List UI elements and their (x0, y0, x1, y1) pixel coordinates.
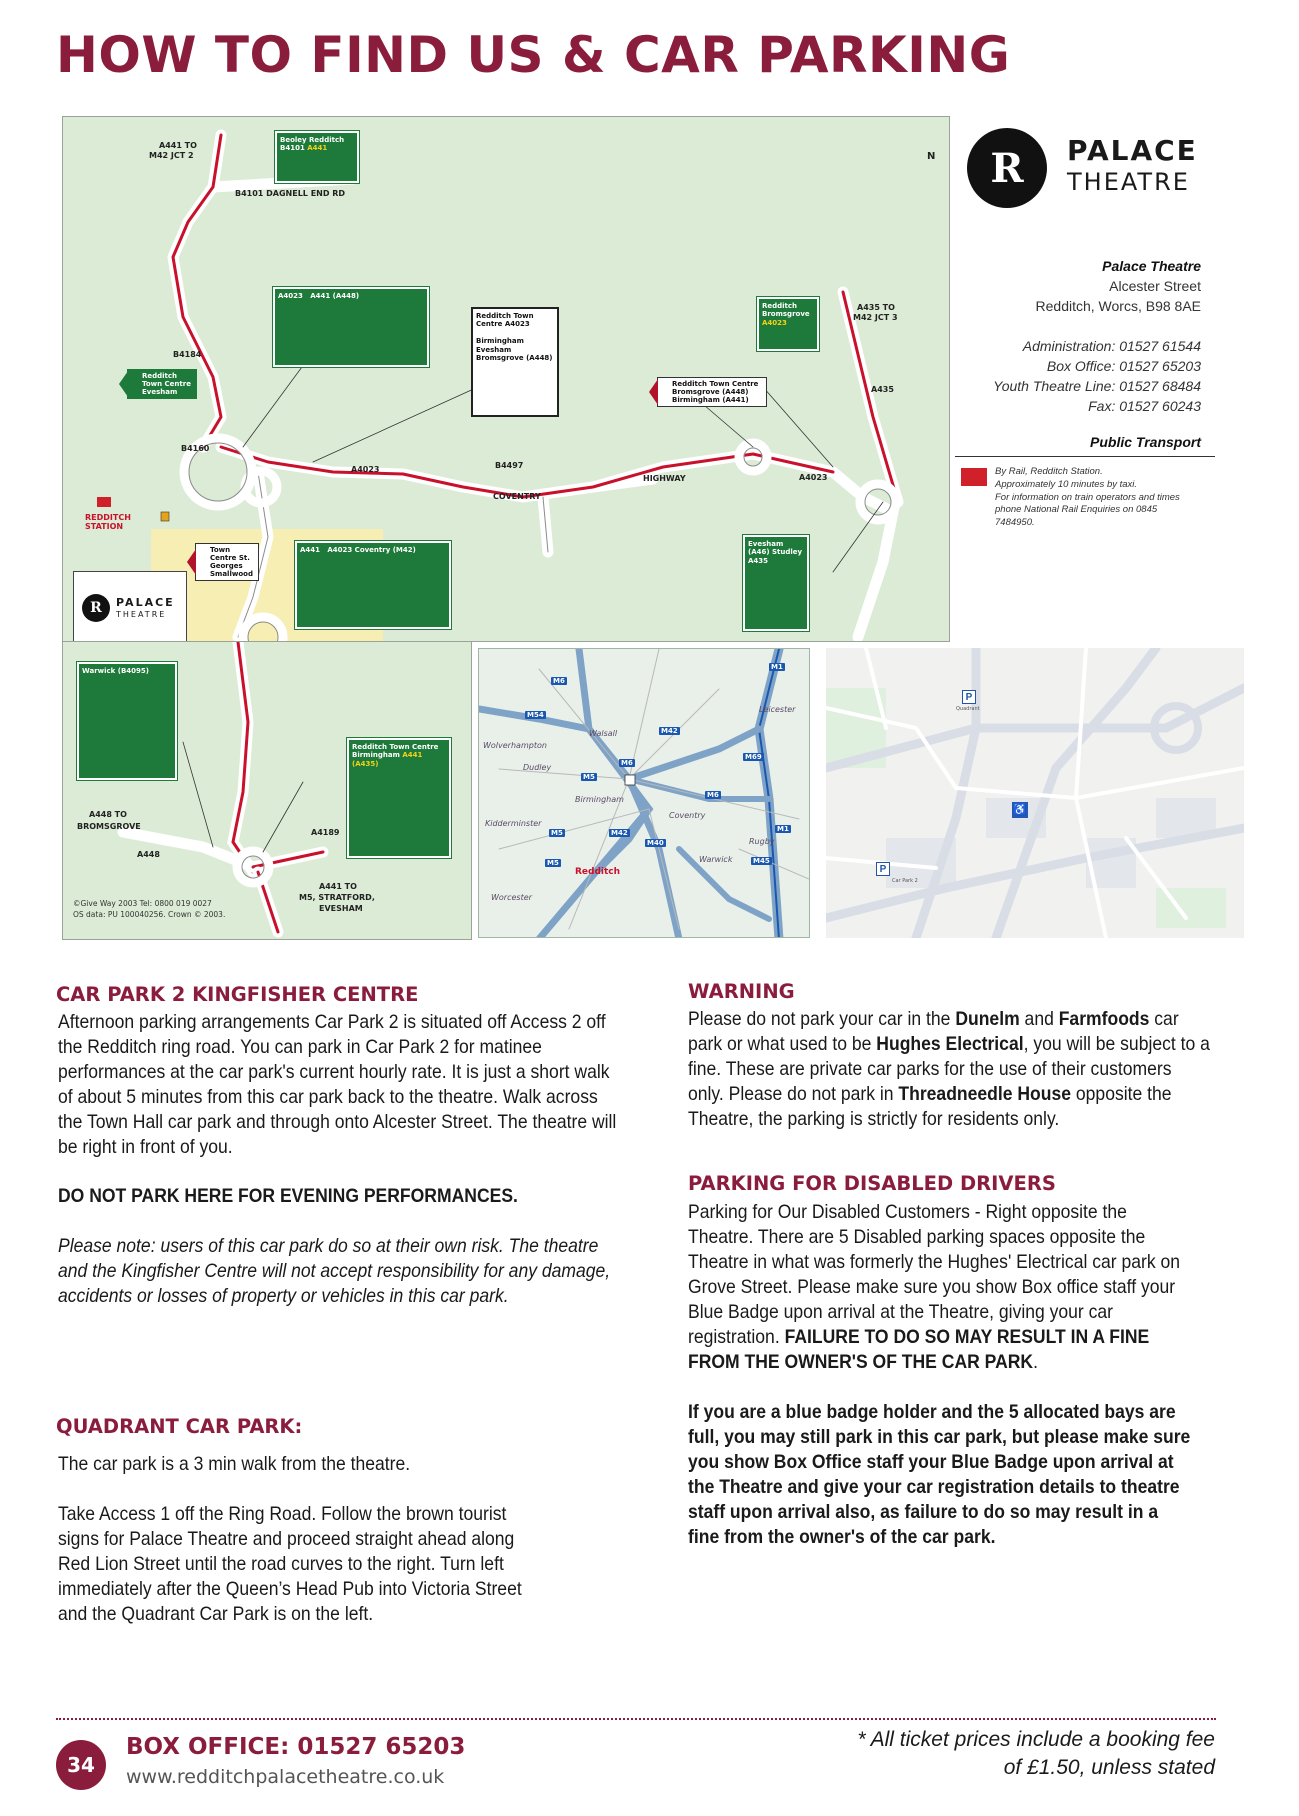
motorway-badge: M45 (753, 857, 770, 865)
palace-logo-box (73, 571, 187, 642)
contact-number: 01527 68484 (1119, 378, 1201, 394)
car-park-2-warning: DO NOT PARK HERE FOR EVENING PERFORMANCES. (58, 1185, 518, 1207)
direction-sign: Redditch Town Centre Evesham (127, 369, 197, 399)
motorway-badge: M5 (551, 829, 563, 837)
motorway-badge: M42 (661, 727, 678, 735)
town-label: Coventry (669, 811, 706, 820)
station-label: REDDITCH STATION (85, 513, 131, 531)
warning-text: , you will be subject to a fine. These are private car parks for the use of their customers only. Please do not park in (688, 1033, 1210, 1105)
road-label: B4160 (181, 444, 210, 453)
north-arrow: N (927, 151, 936, 162)
disabled-p2: If you are a blue badge holder and the 5 allocated bays are full, you may still park in this car park, but please make sure you show Box Office staff your Blue Badge upon arrival at the Theatre and give your car registration details to theatre staff upon arrival also, as failure to do so may result in a fine from the owner's of the car park. (688, 1401, 1191, 1548)
direction-sign: Redditch Town Centre Birmingham A441 (A435) (347, 738, 451, 858)
rail-info (995, 466, 1195, 530)
road-label: A4189 (311, 828, 340, 837)
contact-label: Youth Theatre Line: (993, 378, 1116, 394)
road-map (62, 116, 950, 642)
direction-sign: Warwick (B4095) (77, 662, 177, 780)
direction-sign: A441 A4023 Coventry (M42) (295, 541, 451, 629)
road-label: M42 JCT 3 (853, 313, 898, 322)
heading-car-park-2: CAR PARK 2 KINGFISHER CENTRE (56, 983, 419, 1006)
sign-text: B4101 (280, 144, 305, 153)
contact-fax (1088, 398, 1201, 414)
direction-sign: Redditch Bromsgrove A4023 (757, 297, 819, 351)
palace-logo-mark: R (82, 594, 110, 622)
note-line: * All ticket prices include a booking fee (857, 1728, 1215, 1751)
warning-bold: Farmfoods (1058, 1008, 1150, 1030)
road-label: B4497 (495, 461, 524, 470)
map-label-quadrant: Quadrant (956, 706, 980, 712)
direction-sign: Town Centre St. Georges Smallwood (195, 543, 259, 581)
town-label: Kidderminster (485, 819, 542, 828)
contact-label: Administration: (1022, 338, 1116, 354)
street-map (826, 648, 1244, 938)
road-label: A448 (137, 850, 160, 859)
disabled-parking-icon: ♿ (1013, 804, 1027, 816)
disabled-body (688, 1200, 1192, 1375)
motorway-badge: M6 (707, 791, 719, 799)
road-label: A4023 (351, 465, 380, 474)
palace-logo-mark-large: R (967, 128, 1047, 208)
direction-sign: Redditch Town Centre Bromsgrove (A448) Birmingham (A441) (657, 377, 767, 407)
motorway-badge: M1 (771, 663, 783, 671)
car-park-2-body: Afternoon parking arrangements Car Park 2 is situated off Access 2 off the Redditch ring road. You can park in Car Park 2 for matinee performances at the car park's current hourly rate. It is just a short walk of about 5 minutes from this car park back to the theatre. Walk across the Town Hall car park and through onto Alcester Street. The theatre will be right in front of you. (58, 1011, 617, 1158)
address-town: Redditch, Worcs, B98 8AE (1035, 298, 1201, 314)
direction-sign (275, 131, 359, 183)
road-label: BROMSGROVE (77, 822, 141, 831)
heading-disabled: PARKING FOR DISABLED DRIVERS (688, 1172, 1056, 1195)
car-park-2-note: Please note: users of this car park do so at their own risk. The theatre and the Kingfisher Centre will not accept responsibility for any damage, accidents or losses of property or vehicles in this car park. (58, 1235, 611, 1307)
town-label: Walsall (589, 729, 618, 738)
motorway-badge: M6 (553, 677, 565, 685)
warning-text: car park or what used to be (688, 1008, 1179, 1055)
sign-text: Beoley (280, 136, 307, 144)
town-label: Rugby (749, 837, 775, 846)
quadrant-p1: The car park is a 3 min walk from the theatre. (58, 1453, 411, 1475)
direction-sign: Evesham (A46) Studley A435 (743, 535, 809, 631)
page-title: HOW TO FIND US & CAR PARKING (56, 26, 1011, 84)
heading-quadrant: QUADRANT CAR PARK: (56, 1415, 303, 1438)
contact-panel (955, 116, 1215, 636)
contact-label: Fax: (1088, 398, 1116, 414)
contact-number: 01527 61544 (1119, 338, 1201, 354)
address-street: Alcester Street (1109, 278, 1201, 294)
road-label: B4184 (173, 350, 202, 359)
motorway-badge: M1 (777, 825, 789, 833)
rail-icon (961, 468, 987, 486)
road-label: HIGHWAY (643, 474, 686, 483)
palace-logo-word: THEATRE (116, 610, 167, 619)
parking-marker: P (876, 862, 890, 876)
contact-number: 01527 60243 (1119, 398, 1201, 414)
page-number: 34 (56, 1740, 106, 1790)
road-label: A435 (871, 385, 894, 394)
footer-divider (56, 1718, 1216, 1720)
rail-line: For information on train operators and times phone National Rail Enquiries on 0845 7484950. (995, 491, 1180, 529)
heading-warning: WARNING (688, 980, 795, 1003)
contact-youth (993, 378, 1201, 394)
palace-logo-word: PALACE (116, 596, 175, 609)
regional-motorway-map (478, 648, 810, 938)
website-link[interactable]: www.redditchpalacetheatre.co.uk (126, 1766, 445, 1788)
parking-marker: P (962, 690, 976, 704)
warning-bold: Hughes Electrical (876, 1033, 1024, 1055)
contact-admin (1023, 338, 1201, 354)
motorway-badge: M5 (583, 773, 595, 781)
warning-text: Please do not park your car in the (688, 1008, 956, 1030)
note-line: of £1.50, unless stated (1003, 1756, 1215, 1779)
map-copyright (73, 898, 225, 921)
town-label-redditch: Redditch (575, 867, 621, 877)
town-label: Wolverhampton (483, 741, 547, 750)
motorway-badge: M5 (547, 859, 559, 867)
disabled-text: . (1033, 1351, 1038, 1373)
road-label: A4023 (799, 473, 828, 482)
street-network (826, 648, 1244, 938)
contact-box-office (1047, 358, 1201, 374)
palace-logo-word-large: PALACE (1067, 134, 1198, 167)
copyright-line: OS data: PU 100040256. Crown © 2003. (73, 910, 226, 920)
warning-bold: Dunelm (955, 1008, 1020, 1030)
motorway-badge: M54 (527, 711, 544, 719)
road-label: A441 TO (319, 882, 357, 891)
warning-body (688, 1007, 1210, 1132)
town-label: Birmingham (575, 795, 624, 804)
road-label: M42 JCT 2 (149, 151, 194, 160)
town-label: Worcester (491, 893, 532, 902)
disabled-text: Parking for Our Disabled Customers - Right opposite the Theatre. There are 5 Disabled parking spaces opposite the Theatre in what was formerly the Hughes' Electrical car park on Grove Street. Please make sure you show Box office staff your Blue Badge upon arrival at the Theatre, giving your car registration. (688, 1201, 1181, 1348)
rail-line: By Rail, Redditch Station. (995, 466, 1103, 477)
palace-logo-word-large: THEATRE (1067, 168, 1190, 196)
motorway-badge: M6 (621, 759, 633, 767)
motorway-badge: M40 (647, 839, 664, 847)
sign-text: A441 (307, 144, 328, 153)
public-transport-title: Public Transport (1090, 434, 1201, 450)
road-map-lower (62, 642, 472, 940)
sign-text: Redditch (309, 136, 345, 144)
contact-number: 01527 65203 (1119, 358, 1201, 374)
motorway-badge: M42 (611, 829, 628, 837)
road-label: A441 TO (159, 141, 197, 150)
warning-bold: Threadneedle House (898, 1083, 1072, 1105)
town-label: Dudley (523, 763, 552, 772)
road-label: A435 TO (857, 303, 895, 312)
disabled-bold: FAILURE TO DO SO MAY RESULT IN A FINE FROM THE OWNER'S OF THE CAR PARK (688, 1326, 1150, 1373)
contact-label: Box Office: (1046, 358, 1116, 374)
town-label: Leicester (759, 705, 796, 714)
rail-line: Approximately 10 minutes by taxi. (995, 478, 1138, 490)
road-label: A448 TO (89, 810, 127, 819)
road-label: COVENTRY (493, 492, 541, 501)
warning-text: opposite the Theatre, the parking is strictly for residents only. (688, 1083, 1172, 1130)
road-label: M5, STRATFORD, (299, 893, 375, 902)
map-label-car-park-2: Car Park 2 (892, 878, 918, 884)
road-label: B4101 DAGNELL END RD (235, 189, 346, 198)
theatre-name: Palace Theatre (1102, 258, 1201, 274)
box-office-phone: BOX OFFICE: 01527 65203 (126, 1734, 466, 1760)
booking-fee-note (857, 1726, 1215, 1782)
motorway-badge: M69 (745, 753, 762, 761)
road-label: EVESHAM (319, 904, 363, 913)
direction-sign: A4023 A441 (A448) (273, 287, 429, 367)
copyright-line: ©Give Way 2003 Tel: 0800 019 0027 (73, 899, 212, 908)
quadrant-p2: Take Access 1 off the Ring Road. Follow the brown tourist signs for Palace Theatre and proceed straight ahead along Red Lion Street until the road curves to the right. Turn left immediately after the Queen’s Head Pub into Victoria Street and the Quadrant Car Park is on the left. (58, 1503, 522, 1625)
town-label: Warwick (699, 855, 733, 864)
warning-text: and (1019, 1008, 1059, 1030)
divider (955, 456, 1215, 457)
direction-sign: Redditch Town Centre A4023 Birmingham Evesham Bromsgrove (A448) (471, 307, 559, 417)
